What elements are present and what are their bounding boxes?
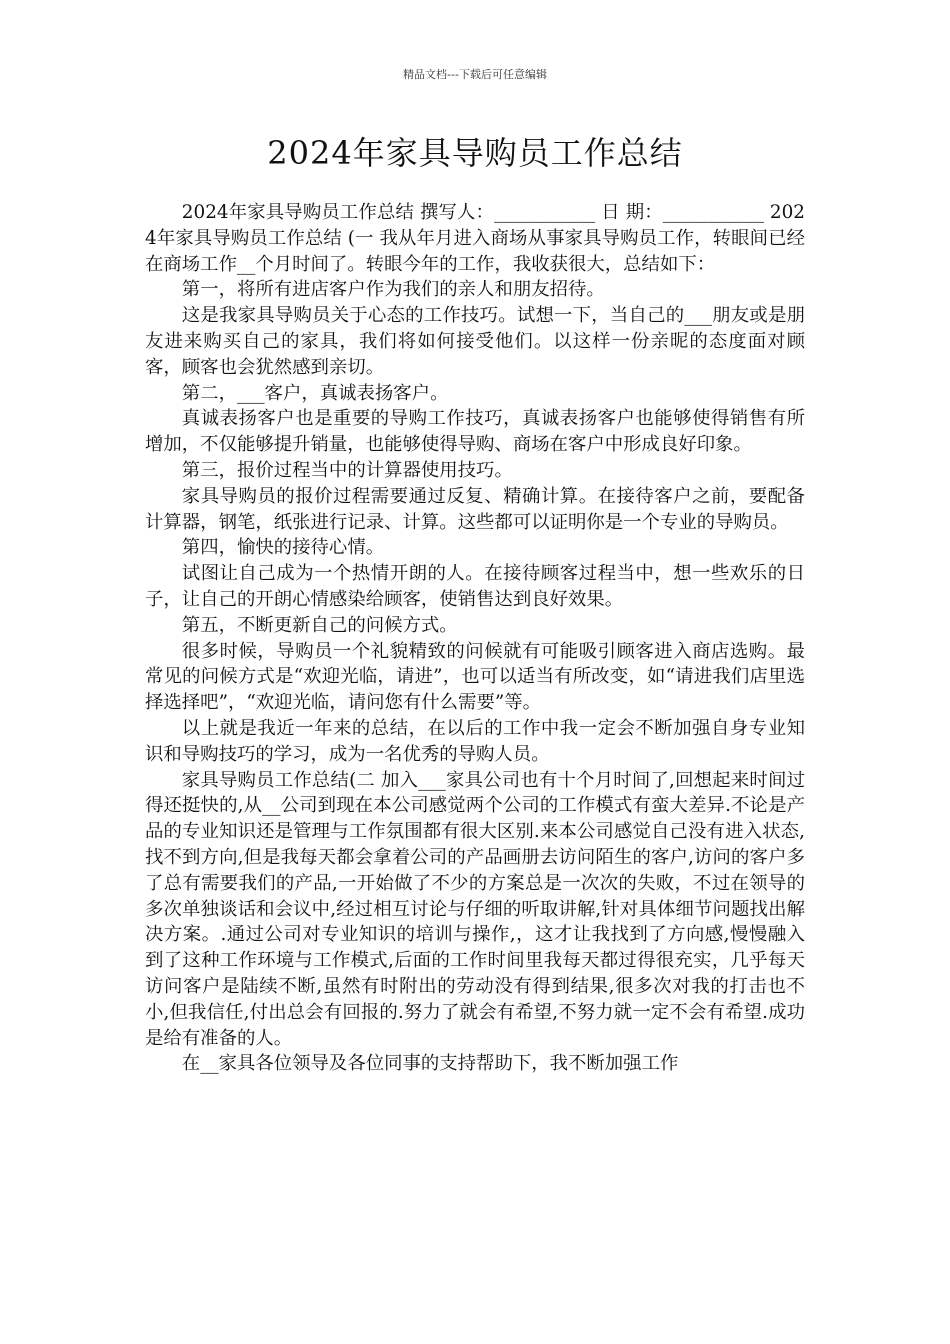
paragraph: 第五，不断更新自己的问候方式。	[181, 614, 458, 636]
paragraph: 第三，报价过程当中的计算器使用技巧。	[181, 459, 513, 481]
paragraph: 2024年家具导购员工作总结 撰写人：___________ 日 期：___________ 2024年家具导购员工作总结 (一 我从年月进入商场从事家具导购员工作，转眼间已经在商场工作__个月时间了。转眼今年的工作，我收获很大，总结如下：	[145, 202, 805, 275]
paragraph: 很多时候，导购员一个礼貌精致的问候就有可能吸引顾客进入商店选购。最常见的问候方式是“欢迎光临，请进”，也可以适当有所改变，如“请进我们店里选择选择吧”，“欢迎光临，请问您有什么需要”等。	[145, 640, 805, 714]
paragraph: 试图让自己成为一个热情开朗的人。在接待顾客过程当中，想一些欢乐的日子，让自己的开朗心情感染给顾客，使销售达到良好效果。	[145, 563, 805, 610]
paragraph: 家具导购员的报价过程需要通过反复、精确计算。在接待客户之前，要配备计算器，钢笔，纸张进行记录、计算。这些都可以证明你是一个专业的导购员。	[145, 485, 805, 533]
paragraph: 第四，愉快的接待心情。	[181, 537, 385, 559]
paragraph: 真诚表扬客户也是重要的导购工作技巧，真诚表扬客户也能够使得销售有所增加，不仅能够提升销量，也能够使得导购、商场在客户中形成良好印象。	[145, 408, 805, 456]
paragraph: 家具导购员工作总结(二 加入___家具公司也有十个月时间了,回想起来时间过得还挺快的,从__公司到现在本公司感觉两个公司的工作模式有蛮大差异.不论是产品的专业知识还是管理与工作氛围都有很大区别.来本公司感觉自己没有进入状态,找不到方向,但是我每天都会拿着公司的产品画册去访问陌生的客户,访问的客户多了总有需要我们的产品,一开始做了不少的方案总是一次次的失败，不过在领导的多次单独谈话和会议中,经过相互讨论与仔细的听取讲解,针对具体细节问题找出解决方案。.通过公司对专业知识的培训与操作,，这才让我找到了方向感,慢慢融入到了这种工作环境与工作模式,后面的工作时间里我每天都过得很充实，几乎每天访问客户是陆续不断,虽然有时附出的劳动没有得到结果,很多次对我的打击也不小,但我信任,付出总会有回报的.努力了就会有希望,不努力就一定不会有希望.成功是给有准备的人。	[145, 769, 805, 1049]
paragraph: 以上就是我近一年来的总结，在以后的工作中我一定会不断加强自身专业知识和导购技巧的学习，成为一名优秀的导购人员。	[145, 717, 805, 765]
paragraph: 第一，将所有进店客户作为我们的亲人和朋友招待。	[181, 279, 605, 301]
paragraph: 这是我家具导购员关于心态的工作技巧。试想一下，当自己的___朋友或是朋友进来购买自己的家具，我们将如何接受他们。以这样一份亲昵的态度面对顾客，顾客也会犹然感到亲切。	[145, 305, 805, 378]
document-title: 2024年家具导购员工作总结	[267, 134, 683, 172]
document-body	[145, 200, 805, 1077]
paragraph: 在__家具各位领导及各位同事的支持帮助下，我不断加强工作	[181, 1053, 679, 1075]
header-note: 精品文档---下载后可任意编辑	[403, 68, 547, 81]
paragraph: 第二，___客户，真诚表扬客户。	[181, 382, 449, 404]
